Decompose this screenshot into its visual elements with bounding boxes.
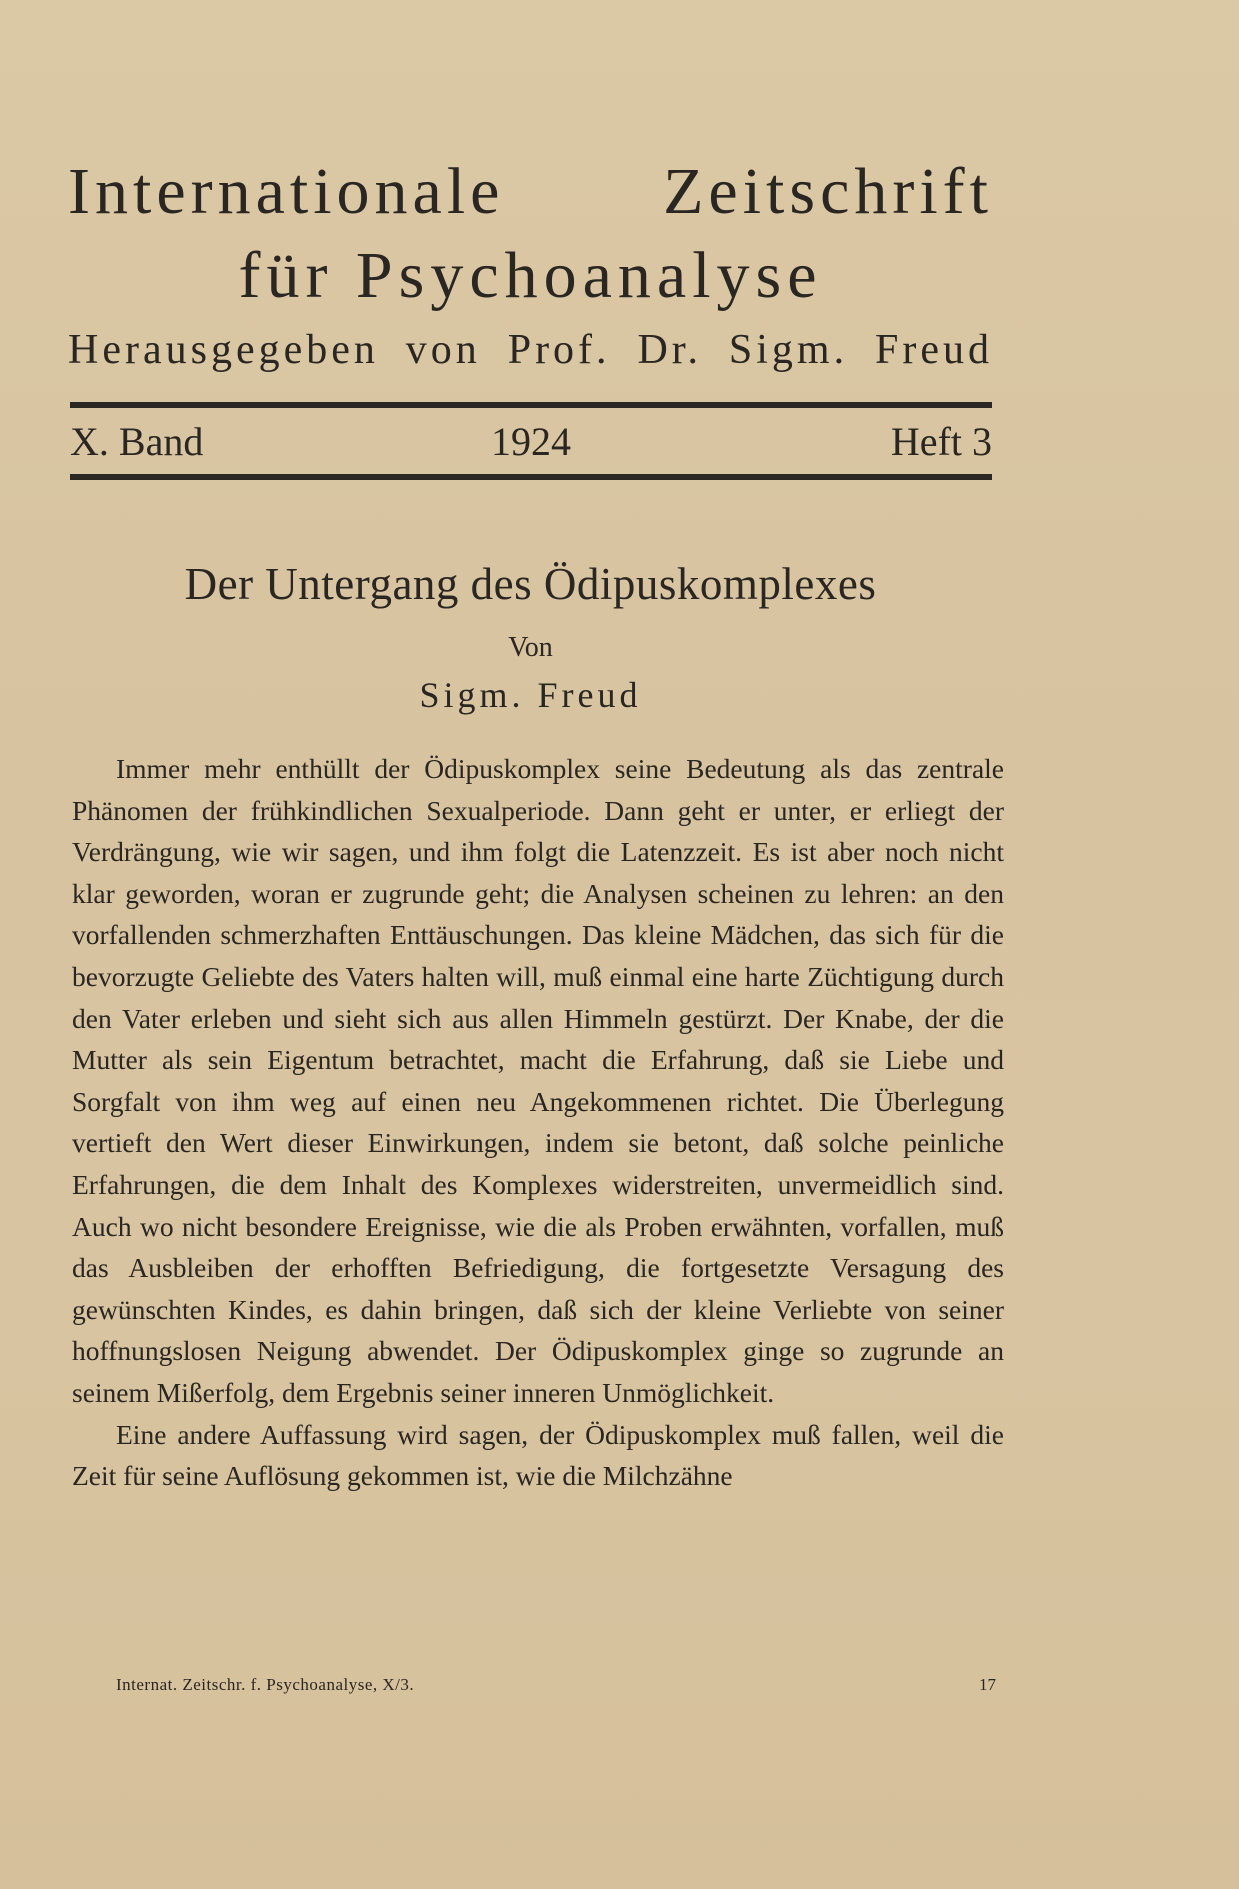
issue-info-row bbox=[70, 414, 992, 470]
article-body bbox=[72, 748, 1004, 1497]
journal-title-line1: Internationale Zeitschrift bbox=[68, 155, 993, 228]
bottom-rule bbox=[70, 474, 992, 480]
issue-number-label: Heft 3 bbox=[890, 419, 992, 464]
byline-von: Von bbox=[508, 632, 553, 663]
editor-line: Herausgegeben von Prof. Dr. Sigm. Freud bbox=[68, 327, 993, 373]
article-title: Der Untergang des Ödipuskomplexes bbox=[184, 559, 877, 609]
page-number: 17 bbox=[979, 1675, 996, 1694]
article-author: Sigm. Freud bbox=[419, 675, 642, 715]
top-rule bbox=[70, 402, 992, 408]
year-label: 1924 bbox=[491, 419, 571, 464]
footer-citation: Internat. Zeitschr. f. Psychoanalyse, X/3. bbox=[116, 1675, 415, 1694]
paragraph-1: Immer mehr enthüllt der Ödipuskomplex seine Bedeutung als das zentrale Phänomen der frühkindlichen Sexualperiode. Dann geht er unter, er erliegt der Verdrängung, wie wir sagen, und ihm folgt die Latenzzeit. Es ist aber noch nicht klar geworden, woran er zugrunde geht; die Analysen scheinen zu lehren: an den vorfallenden schmerzhaften Enttäuschungen. Das kleine Mädchen, das sich für die bevorzugte Geliebte des Vaters halten will, muß einmal eine harte Züchtigung durch den Vater erleben und sieht sich aus allen Himmeln gestürzt. Der Knabe, der die Mutter als sein Eigentum betrachtet, macht die Erfahrung, daß sie Liebe und Sorgfalt von ihm weg auf einen neu Angekommenen richtet. Die Überlegung vertieft den Wert dieser Einwirkungen, indem sie betont, daß solche peinliche Erfahrungen, die dem Inhalt des Komplexes widerstreiten, unvermeidlich sind. Auch wo nicht besondere Ereignisse, wie die als Proben erwähnten, vorfallen, muß das Ausbleiben der erhofften Befriedigung, die fortgesetzte Versagung des gewünschten Kindes, es dahin bringen, daß sich der kleine Verliebte von seiner hoffnungslosen Neigung abwendet. Der Ödipuskomplex ginge so zugrunde an seinem Mißerfolg, dem Ergebnis seiner inneren Unmöglichkeit. bbox=[72, 753, 1004, 1408]
paragraph-2: Eine andere Auffassung wird sagen, der Ödipuskomplex muß fallen, weil die Zeit für seine Auflösung gekommen ist, wie die Milchzähne bbox=[72, 1418, 1004, 1492]
journal-title-line2: für Psychoanalyse bbox=[238, 239, 823, 312]
page-footer bbox=[116, 1670, 996, 1700]
volume-label: X. Band bbox=[70, 419, 204, 464]
